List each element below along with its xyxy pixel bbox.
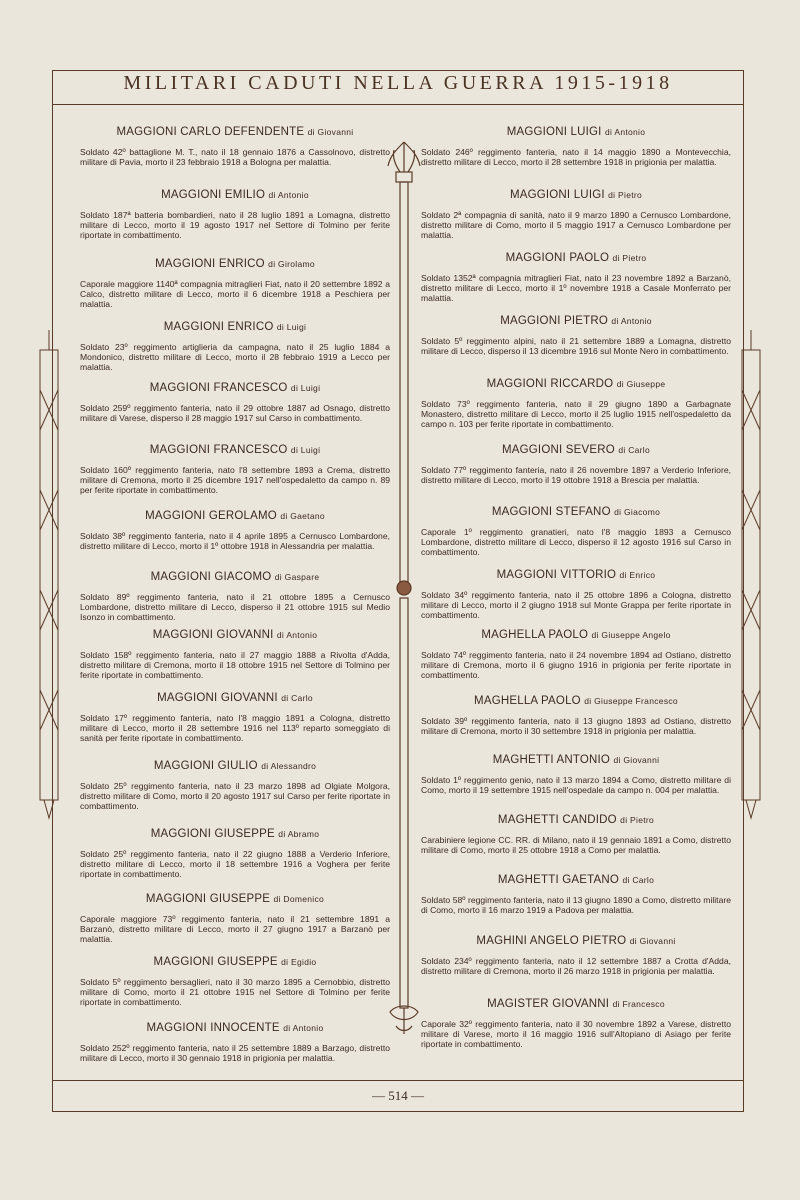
entry-name: MAGGIONI PIETRO di Antonio — [500, 315, 652, 327]
entry-name: MAGGIONI INNOCENTE di Antonio — [146, 1022, 324, 1034]
entry — [80, 510, 390, 571]
entry — [421, 935, 731, 998]
entry-text: Soldato 17º reggimento fanteria, nato l'8 maggio 1891 a Cologna, distretto militare di Lecco, morto il 28 settembre 1916 nel 113º reparto someggiato di sanità per ferite riportate in combattimento. — [80, 713, 390, 743]
entry-text: Soldato 23º reggimento artiglieria da campagna, nato il 25 luglio 1884 a Mondonico, distretto militare di Lecco, morto il 28 febbraio 1919 a Lecco per malattia. — [80, 342, 390, 372]
entry-text: Carabiniere legione CC. RR. di Milano, nato il 19 gennaio 1891 a Como, distretto militare di Como, morto il 25 ottobre 1918 a Como per malattia. — [421, 835, 731, 855]
entry — [421, 378, 731, 444]
entry — [421, 754, 731, 814]
entry-text: Caporale 32º reggimento fanteria, nato il 30 novembre 1892 a Varese, distretto militare di Varese, morto il 16 maggio 1916 sull'Altopiano di Asiago per ferite riportate in combattimento. — [421, 1019, 731, 1049]
entry — [80, 760, 390, 828]
entry — [80, 126, 390, 189]
entry-text: Soldato 38º reggimento fanteria, nato il 4 aprile 1895 a Cernusco Lombardone, distretto militare di Lecco, morto il 1º ottobre 1918 in Alessandria per malattia. — [80, 531, 390, 551]
entry — [421, 444, 731, 506]
entry-text: Soldato 25º reggimento fanteria, nato il 23 marzo 1898 ad Olgiate Molgora, distretto militare di Como, morto il 20 agosto 1917 sul Carso per ferite riportate in combattimento. — [80, 781, 390, 811]
entry — [80, 629, 390, 692]
entry — [80, 321, 390, 382]
entry-text: Soldato 246º reggimento fanteria, nato il 14 maggio 1890 a Montevecchia, distretto militare di Lecco, morto il 28 settembre 1918 in prigionia per malattia. — [421, 147, 731, 167]
entry-text: Caporale 1º reggimento granatieri, nato l'8 maggio 1893 a Cernusco Lombardone, distretto militare di Lecco, disperso il 12 agosto 1916 sul Carso in combattimento. — [421, 527, 731, 557]
entry — [421, 998, 731, 1054]
entry-name: MAGGIONI VITTORIO di Enrico — [496, 569, 656, 581]
entry-text: Soldato 77º reggimento fanteria, nato il 26 novembre 1897 a Verderio Inferiore, distretto militare di Lecco, morto il 19 ottobre 1918 a Brescia per malattia. — [421, 465, 731, 485]
entry-text: Soldato 58º reggimento fanteria, nato il 13 giugno 1890 a Como, distretto militare di Como, morto il 16 marzo 1919 a Padova per malattia. — [421, 895, 731, 915]
entry-name: MAGGIONI GIUSEPPE di Egidio — [153, 956, 317, 968]
entry-name: MAGHETTI GAETANO di Carlo — [497, 874, 655, 886]
entry-name: MAGGIONI GEROLAMO di Gaetano — [145, 510, 325, 522]
page-number: — 514 — — [372, 1088, 424, 1103]
entry-text: Soldato 73º reggimento fanteria, nato il 29 giugno 1890 a Garbagnate Monastero, distretto militare di Lecco, morto il 25 luglio 1915 nell'ospedaletto da campo n. 103 per ferite riportate in combattimento. — [421, 399, 731, 429]
entry-text: Soldato 252º reggimento fanteria, nato il 25 settembre 1889 a Barzago, distretto militare di Lecco, morto il 30 gennaio 1918 in prigionia per malattia. — [80, 1043, 390, 1063]
entry — [421, 695, 731, 754]
entry — [80, 258, 390, 321]
entry-name: MAGGIONI GIUSEPPE di Domenico — [145, 893, 325, 905]
entry — [80, 1022, 390, 1072]
entry — [80, 571, 390, 629]
entry — [80, 382, 390, 444]
entry — [80, 893, 390, 956]
entry — [80, 956, 390, 1022]
entry — [421, 189, 731, 252]
entry-name: MAGGIONI GIULIO di Alessandro — [153, 760, 317, 772]
entry — [421, 506, 731, 569]
footer-rule — [52, 1080, 744, 1081]
entry-text: Soldato 187ª batteria bombardieri, nato il 28 luglio 1891 a Lomagna, distretto militare di Lecco, morto il 19 agosto 1917 nel Settore di Tolmino per ferite riportate in combattimento. — [80, 210, 390, 240]
entry — [421, 315, 731, 378]
entry — [80, 692, 390, 760]
entry-text: Soldato 158º reggimento fanteria, nato il 27 maggio 1888 a Rivolta d'Adda, distretto militare di Cremona, morto il 18 ottobre 1915 nel Settore di Tolmino per ferite riportate in combattimento. — [80, 650, 390, 680]
entry-text: Soldato 25º reggimento fanteria, nato il 22 giugno 1888 a Verderio Inferiore, distretto militare di Lecco, morto il 18 settembre 1916 a Voghera per ferite riportate in combattimento. — [80, 849, 390, 879]
entry — [421, 629, 731, 695]
entry — [80, 828, 390, 893]
right-column — [421, 126, 731, 1054]
entry — [421, 126, 731, 189]
right-fasces-ornament — [736, 330, 766, 820]
entry — [421, 252, 731, 315]
entry-name: MAGISTER GIOVANNI di Francesco — [487, 998, 665, 1010]
entry-name: MAGGIONI FRANCESCO di Luigi — [149, 444, 321, 456]
entry-text: Soldato 42º battaglione M. T., nato il 18 gennaio 1876 a Cassolnovo, distretto militare di Pavia, morto il 23 febbraio 1918 a Bologna per malattia. — [80, 147, 390, 167]
entry-text: Soldato 1352ª compagnia mitraglieri Fiat, nato il 23 novembre 1892 a Barzanò, distretto militare di Lecco, morto il 1º novembre 1918 a Casale Monferrato per malattia. — [421, 273, 731, 303]
entry-name: MAGGIONI ENRICO di Luigi — [163, 321, 307, 333]
entry-text: Soldato 74º reggimento fanteria, nato il 24 novembre 1894 ad Ostiano, distretto militare di Cremona, morto il 6 giugno 1916 in prigionia per ferite riportate in combattimento. — [421, 650, 731, 680]
entry-text: Soldato 89º reggimento fanteria, nato il 21 ottobre 1895 a Cernusco Lombardone, distretto militare di Lecco, disperso il 21 ottobre 1915 sul Medio Isonzo in combattimento. — [80, 592, 390, 622]
entry-name: MAGGIONI ENRICO di Girolamo — [155, 258, 315, 270]
entry — [421, 814, 731, 874]
entry-text: Soldato 34º reggimento fanteria, nato il 25 ottobre 1896 a Cologna, distretto militare di Lecco, morto il 2 giugno 1918 sul Monte Grappa per ferite riportate in combattimento. — [421, 590, 731, 620]
entry-name: MAGHELLA PAOLO di Giuseppe Francesco — [474, 695, 678, 707]
entry — [80, 444, 390, 510]
entry-text: Soldato 2ª compagnia di sanità, nato il 9 marzo 1890 a Cernusco Lombardone, distretto militare di Como, morto il 5 maggio 1917 a Cernusco Lombardone per malattia. — [421, 210, 731, 240]
entry-name: MAGHETTI CANDIDO di Pietro — [497, 814, 655, 826]
entry-name: MAGHINI ANGELO PIETRO di Giovanni — [476, 935, 676, 947]
entry-text: Soldato 259º reggimento fanteria, nato il 29 ottobre 1887 ad Osnago, distretto militare di Varese, disperso il 28 maggio 1917 sul Carso in combattimento. — [80, 403, 390, 423]
entry — [421, 569, 731, 629]
title-rule-top — [52, 104, 744, 105]
entry-text: Soldato 1º reggimento genio, nato il 13 marzo 1894 a Como, distretto militare di Como, morto il 19 settembre 1915 nell'ospedale da campo n. 004 per malattia. — [421, 775, 731, 795]
entry-name: MAGGIONI SEVERO di Carlo — [501, 444, 651, 456]
entry-text: Caporale maggiore 73º reggimento fanteria, nato il 21 settembre 1891 a Barzanò, distretto militare di Lecco, morto il 27 giugno 1917 a Barzanò per malattia. — [80, 914, 390, 944]
entry-name: MAGGIONI RICCARDO di Giuseppe — [486, 378, 666, 390]
entry-text: Caporale maggiore 1140ª compagnia mitraglieri Fiat, nato il 20 settembre 1892 a Calco, distretto militare di Lecco, morto il 6 dicembre 1918 a Peschiera per malattia. — [80, 279, 390, 309]
entry-text: Soldato 5º reggimento bersaglieri, nato il 30 marzo 1895 a Cernobbio, distretto militare di Como, morto il 21 ottobre 1915 nel Settore di Tolmino per ferite riportate in combattimento. — [80, 977, 390, 1007]
entry-name: MAGGIONI FRANCESCO di Luigi — [149, 382, 321, 394]
entry-name: MAGHELLA PAOLO di Giuseppe Angelo — [481, 629, 671, 641]
page-title: MILITARI CADUTI NELLA GUERRA 1915-1918 — [123, 72, 673, 94]
entry-name: MAGGIONI PAOLO di Pietro — [505, 252, 647, 264]
entry-text: Soldato 160º reggimento fanteria, nato l'8 settembre 1893 a Crema, distretto militare di Cremona, morto il 25 dicembre 1917 nell'ospedaletto da campo n. 89 per ferite riportate in combattimento. — [80, 465, 390, 495]
entry — [421, 874, 731, 935]
entry-name: MAGGIONI GIUSEPPE di Abramo — [150, 828, 320, 840]
entry-name: MAGGIONI GIACOMO di Gaspare — [150, 571, 320, 583]
entry-name: MAGHETTI ANTONIO di Giovanni — [492, 754, 660, 766]
entry — [80, 189, 390, 258]
entry-name: MAGGIONI GIOVANNI di Carlo — [157, 692, 313, 704]
entry-text: Soldato 5º reggimento alpini, nato il 21 settembre 1889 a Lomagna, distretto militare di Lecco, disperso il 13 dicembre 1916 sul Monte Nero in combattimento. — [421, 336, 731, 356]
entry-text: Soldato 234º reggimento fanteria, nato il 12 settembre 1887 a Crotta d'Adda, distretto militare di Cremona, morto il 26 marzo 1918 in prigionia per malattia. — [421, 956, 731, 976]
entry-name: MAGGIONI LUIGI di Antonio — [506, 126, 646, 138]
entry-name: MAGGIONI GIOVANNI di Antonio — [152, 629, 318, 641]
entry-name: MAGGIONI CARLO DEFENDENTE di Giovanni — [116, 126, 354, 138]
entry-text: Soldato 39º reggimento fanteria, nato il 13 giugno 1893 ad Ostiano, distretto militare di Cremona, morto il 30 settembre 1918 in prigionia per malattia. — [421, 716, 731, 736]
left-fasces-ornament — [34, 330, 64, 820]
left-column — [80, 126, 390, 1072]
entry-name: MAGGIONI STEFANO di Giacomo — [491, 506, 661, 518]
entry-name: MAGGIONI EMILIO di Antonio — [161, 189, 309, 201]
entry-name: MAGGIONI LUIGI di Pietro — [509, 189, 643, 201]
